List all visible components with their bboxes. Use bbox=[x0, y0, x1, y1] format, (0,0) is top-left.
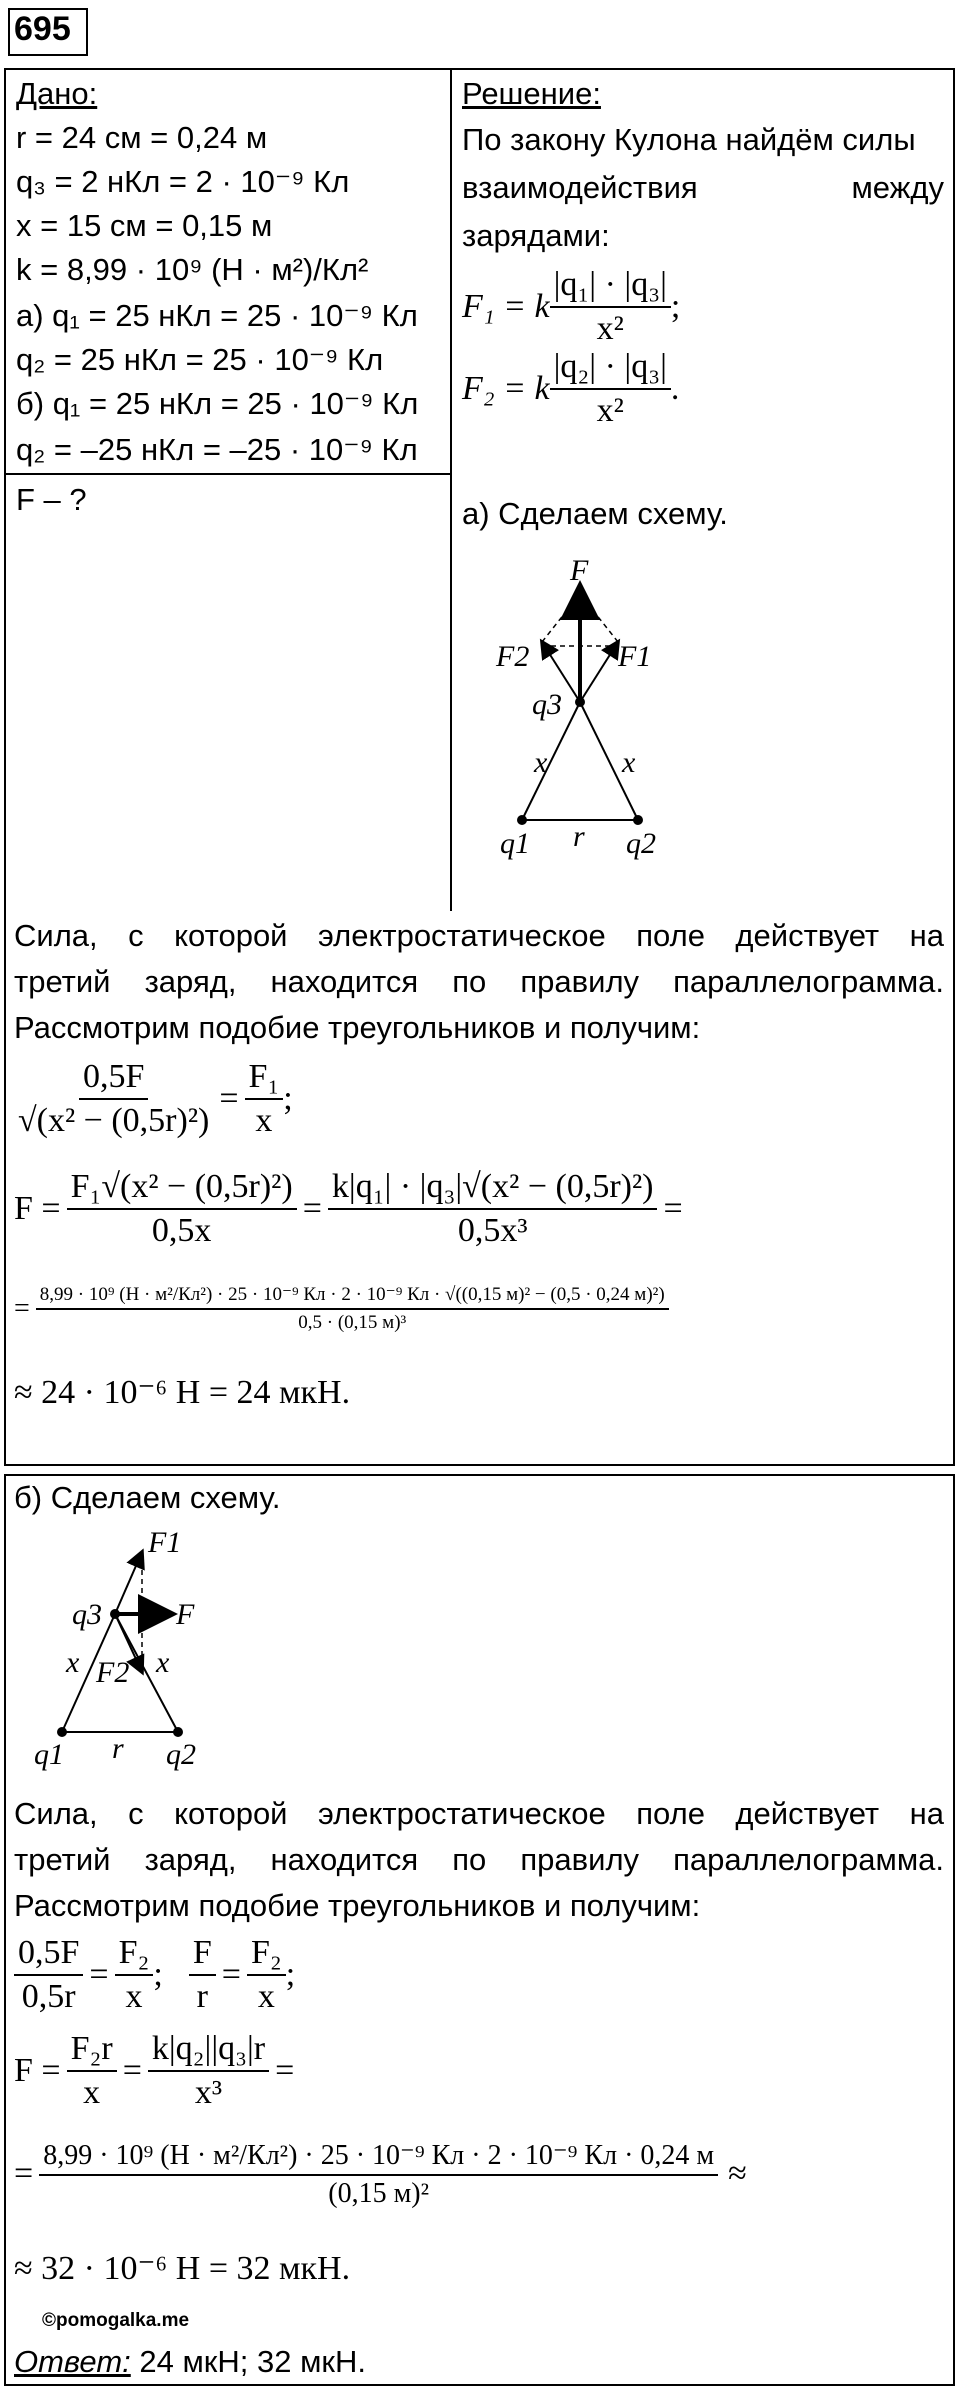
part-b-equation-1 bbox=[14, 1934, 295, 2016]
part-b-paragraph-line: Рассмотрим подобие треугольников и получим: bbox=[14, 1888, 701, 1923]
given-line: q₂ = –25 нКл = –25 · 10⁻⁹ Кл bbox=[16, 432, 418, 467]
fraction bbox=[245, 1058, 284, 1140]
part-b-title: б) Сделаем схему. bbox=[14, 1480, 281, 1515]
part-b-equation-3 bbox=[14, 2138, 747, 2210]
charge-q1-dot bbox=[57, 1727, 67, 1737]
fraction-den: √(x² − (0,5r)²) bbox=[18, 1102, 210, 1139]
fraction-num: 8,99 · 10⁹ (Н · м²/Кл²) · 25 · 10⁻⁹ Кл · 2 · 10⁻⁹ Кл · √((0,15 м)² − (0,5 · 0,24 м)²) bbox=[36, 1283, 669, 1310]
given-line: а) q₁ = 25 нКл = 25 · 10⁻⁹ Кл bbox=[16, 298, 418, 333]
equals-sign: = bbox=[302, 1190, 322, 1227]
fraction bbox=[67, 2030, 117, 2112]
label-x-right: x bbox=[156, 1646, 170, 1679]
label-x-left: x bbox=[66, 1646, 80, 1679]
label-f1: F1 bbox=[148, 1526, 182, 1559]
part-b-paragraph-line: Сила, с которой электростатическое поле действует на bbox=[14, 1796, 944, 1831]
label-q3: q3 bbox=[532, 688, 562, 721]
given-header: Дано: bbox=[16, 76, 98, 111]
fraction bbox=[247, 1934, 286, 2016]
fraction-num: F₁√(x² − (0,5r)²) bbox=[67, 1168, 297, 1210]
fraction-den: x² bbox=[596, 310, 624, 347]
fraction-den: x bbox=[255, 1102, 273, 1139]
equation-lhs: F = bbox=[14, 1190, 61, 1227]
fraction-num: k|q₁| · |q₃|√(x² − (0,5r)²) bbox=[328, 1168, 658, 1210]
fraction bbox=[39, 2138, 718, 2210]
equals-sign: = bbox=[219, 1080, 239, 1117]
label-f: F bbox=[176, 1598, 195, 1631]
fraction-num: F₁ bbox=[245, 1058, 284, 1100]
dashed-line bbox=[580, 594, 618, 642]
equation-end: = bbox=[663, 1190, 683, 1227]
fraction-num: 0,5F bbox=[14, 1934, 83, 1976]
fraction-den: x bbox=[125, 1978, 143, 2015]
answer-label: Ответ: bbox=[14, 2344, 131, 2379]
charge-q2-dot bbox=[633, 815, 643, 825]
equation-lhs: = bbox=[14, 1292, 30, 1324]
coulomb-f2 bbox=[462, 348, 679, 430]
fraction bbox=[189, 1934, 216, 2016]
label-q2: q2 bbox=[166, 1738, 196, 1771]
equation-end: = bbox=[275, 2052, 295, 2089]
fraction bbox=[14, 1934, 83, 2016]
diagram-b bbox=[20, 1520, 260, 1780]
fraction-num: |q₂| · |q₃| bbox=[550, 348, 671, 390]
label-x-left: x bbox=[534, 746, 548, 779]
solution-intro: взаимодействия между bbox=[462, 170, 944, 205]
label-q1: q1 bbox=[34, 1738, 64, 1771]
label-f1: F1 bbox=[618, 640, 652, 673]
label-f2: F2 bbox=[496, 640, 530, 673]
equation-end: ≈ bbox=[728, 2155, 747, 2192]
answer-value: 24 мкН; 32 мкН. bbox=[139, 2344, 366, 2379]
part-a-equation-1 bbox=[14, 1058, 293, 1140]
fraction-den: 0,5x bbox=[151, 1212, 212, 1249]
label-x-right: x bbox=[622, 746, 636, 779]
label-q1: q1 bbox=[500, 827, 530, 860]
fraction bbox=[115, 1934, 154, 2016]
solution-intro: По закону Кулона найдём силы bbox=[462, 122, 916, 157]
charge-q1-dot bbox=[517, 815, 527, 825]
given-line: r = 24 см = 0,24 м bbox=[16, 120, 268, 155]
label-f2: F2 bbox=[96, 1656, 130, 1689]
equals-sign: = bbox=[89, 1956, 109, 1993]
column-divider bbox=[450, 68, 452, 911]
fraction-den: r bbox=[196, 1978, 208, 2015]
part-a-equation-3 bbox=[14, 1283, 669, 1334]
given-line: k = 8,99 · 10⁹ (Н · м²)/Кл² bbox=[16, 252, 369, 287]
formula-end: . bbox=[670, 370, 680, 407]
given-line: б) q₁ = 25 нКл = 25 · 10⁻⁹ Кл bbox=[16, 386, 419, 421]
equation-end: ; bbox=[283, 1080, 293, 1117]
part-a-title: а) Сделаем схему. bbox=[462, 496, 728, 531]
part-b-result: ≈ 32 · 10⁻⁶ Н = 32 мкН. bbox=[14, 2250, 351, 2287]
coulomb-f1 bbox=[462, 266, 680, 348]
fraction-num: F₂ bbox=[247, 1934, 286, 1976]
fraction-den: 0,5x³ bbox=[457, 1212, 528, 1249]
label-r: r bbox=[573, 820, 585, 853]
part-a-result: ≈ 24 · 10⁻⁶ Н = 24 мкН. bbox=[14, 1374, 351, 1411]
fraction-den: 0,5r bbox=[21, 1978, 76, 2015]
fraction-num: F bbox=[189, 1934, 216, 1976]
answer-line bbox=[14, 2344, 366, 2380]
part-a-paragraph-line: Сила, с которой электростатическое поле действует на bbox=[14, 918, 944, 953]
part-a-paragraph-line: Рассмотрим подобие треугольников и получим: bbox=[14, 1010, 701, 1045]
given-line: q₂ = 25 нКл = 25 · 10⁻⁹ Кл bbox=[16, 342, 384, 377]
fraction-num: F₂ bbox=[115, 1934, 154, 1976]
formula-end: ; bbox=[670, 288, 681, 325]
fraction-den: x² bbox=[596, 392, 624, 429]
problem-number: 695 bbox=[14, 10, 71, 48]
given-divider bbox=[4, 473, 452, 475]
fraction-den: 0,5 · (0,15 м)³ bbox=[298, 1312, 407, 1333]
part-b-equation-2 bbox=[14, 2030, 294, 2112]
fraction bbox=[550, 266, 671, 348]
formula-lhs: F₁ = k bbox=[462, 288, 550, 325]
solution-intro: зарядами: bbox=[462, 218, 610, 253]
fraction-den: x³ bbox=[194, 2074, 223, 2111]
equals-sign: = bbox=[221, 1956, 241, 1993]
fraction bbox=[14, 1058, 213, 1140]
equals-sign: = bbox=[122, 2052, 142, 2089]
fraction-num: F₂r bbox=[67, 2030, 117, 2072]
diagram-a bbox=[470, 550, 710, 870]
label-q3: q3 bbox=[72, 1598, 102, 1631]
fraction-num: |q₁| · |q₃| bbox=[550, 266, 671, 308]
part-a-paragraph-line: третий заряд, находится по правилу параллелограмма. bbox=[14, 964, 944, 999]
label-q2: q2 bbox=[626, 827, 656, 860]
given-line: q₃ = 2 нКл = 2 · 10⁻⁹ Кл bbox=[16, 164, 350, 199]
label-f: F bbox=[570, 554, 589, 587]
fraction bbox=[36, 1283, 669, 1334]
formula-lhs: F₂ = k bbox=[462, 370, 550, 407]
fraction bbox=[328, 1168, 658, 1250]
find-text: F – ? bbox=[16, 482, 87, 517]
part-b-paragraph-line: третий заряд, находится по правилу параллелограмма. bbox=[14, 1842, 944, 1877]
equation-lhs: = bbox=[14, 2155, 34, 2192]
given-line: x = 15 см = 0,15 м bbox=[16, 208, 273, 243]
fraction bbox=[550, 348, 671, 430]
equation-lhs: F = bbox=[14, 2052, 61, 2089]
label-r: r bbox=[112, 1732, 124, 1765]
part-a-equation-2 bbox=[14, 1168, 683, 1250]
fraction-num: 8,99 · 10⁹ (Н · м²/Кл²) · 25 · 10⁻⁹ Кл · 2 · 10⁻⁹ Кл · 0,24 м bbox=[39, 2138, 718, 2176]
dashed-line bbox=[542, 594, 580, 642]
force-f1-arrow bbox=[580, 642, 618, 702]
charge-q2-dot bbox=[173, 1727, 183, 1737]
fraction bbox=[148, 2030, 269, 2112]
fraction-den: x bbox=[257, 1978, 275, 2015]
force-f1-arrow bbox=[115, 1552, 142, 1614]
equation-separator: ; bbox=[153, 1956, 163, 1993]
fraction-den: x bbox=[83, 2074, 101, 2111]
solution-header: Решение: bbox=[462, 76, 601, 111]
fraction-num: 0,5F bbox=[79, 1058, 148, 1100]
fraction bbox=[67, 1168, 297, 1250]
equation-end: ; bbox=[285, 1956, 296, 1993]
watermark: ©pomogalka.me bbox=[42, 2310, 190, 2331]
fraction-num: k|q₂||q₃|r bbox=[148, 2030, 269, 2072]
fraction-den: (0,15 м)² bbox=[328, 2178, 430, 2209]
